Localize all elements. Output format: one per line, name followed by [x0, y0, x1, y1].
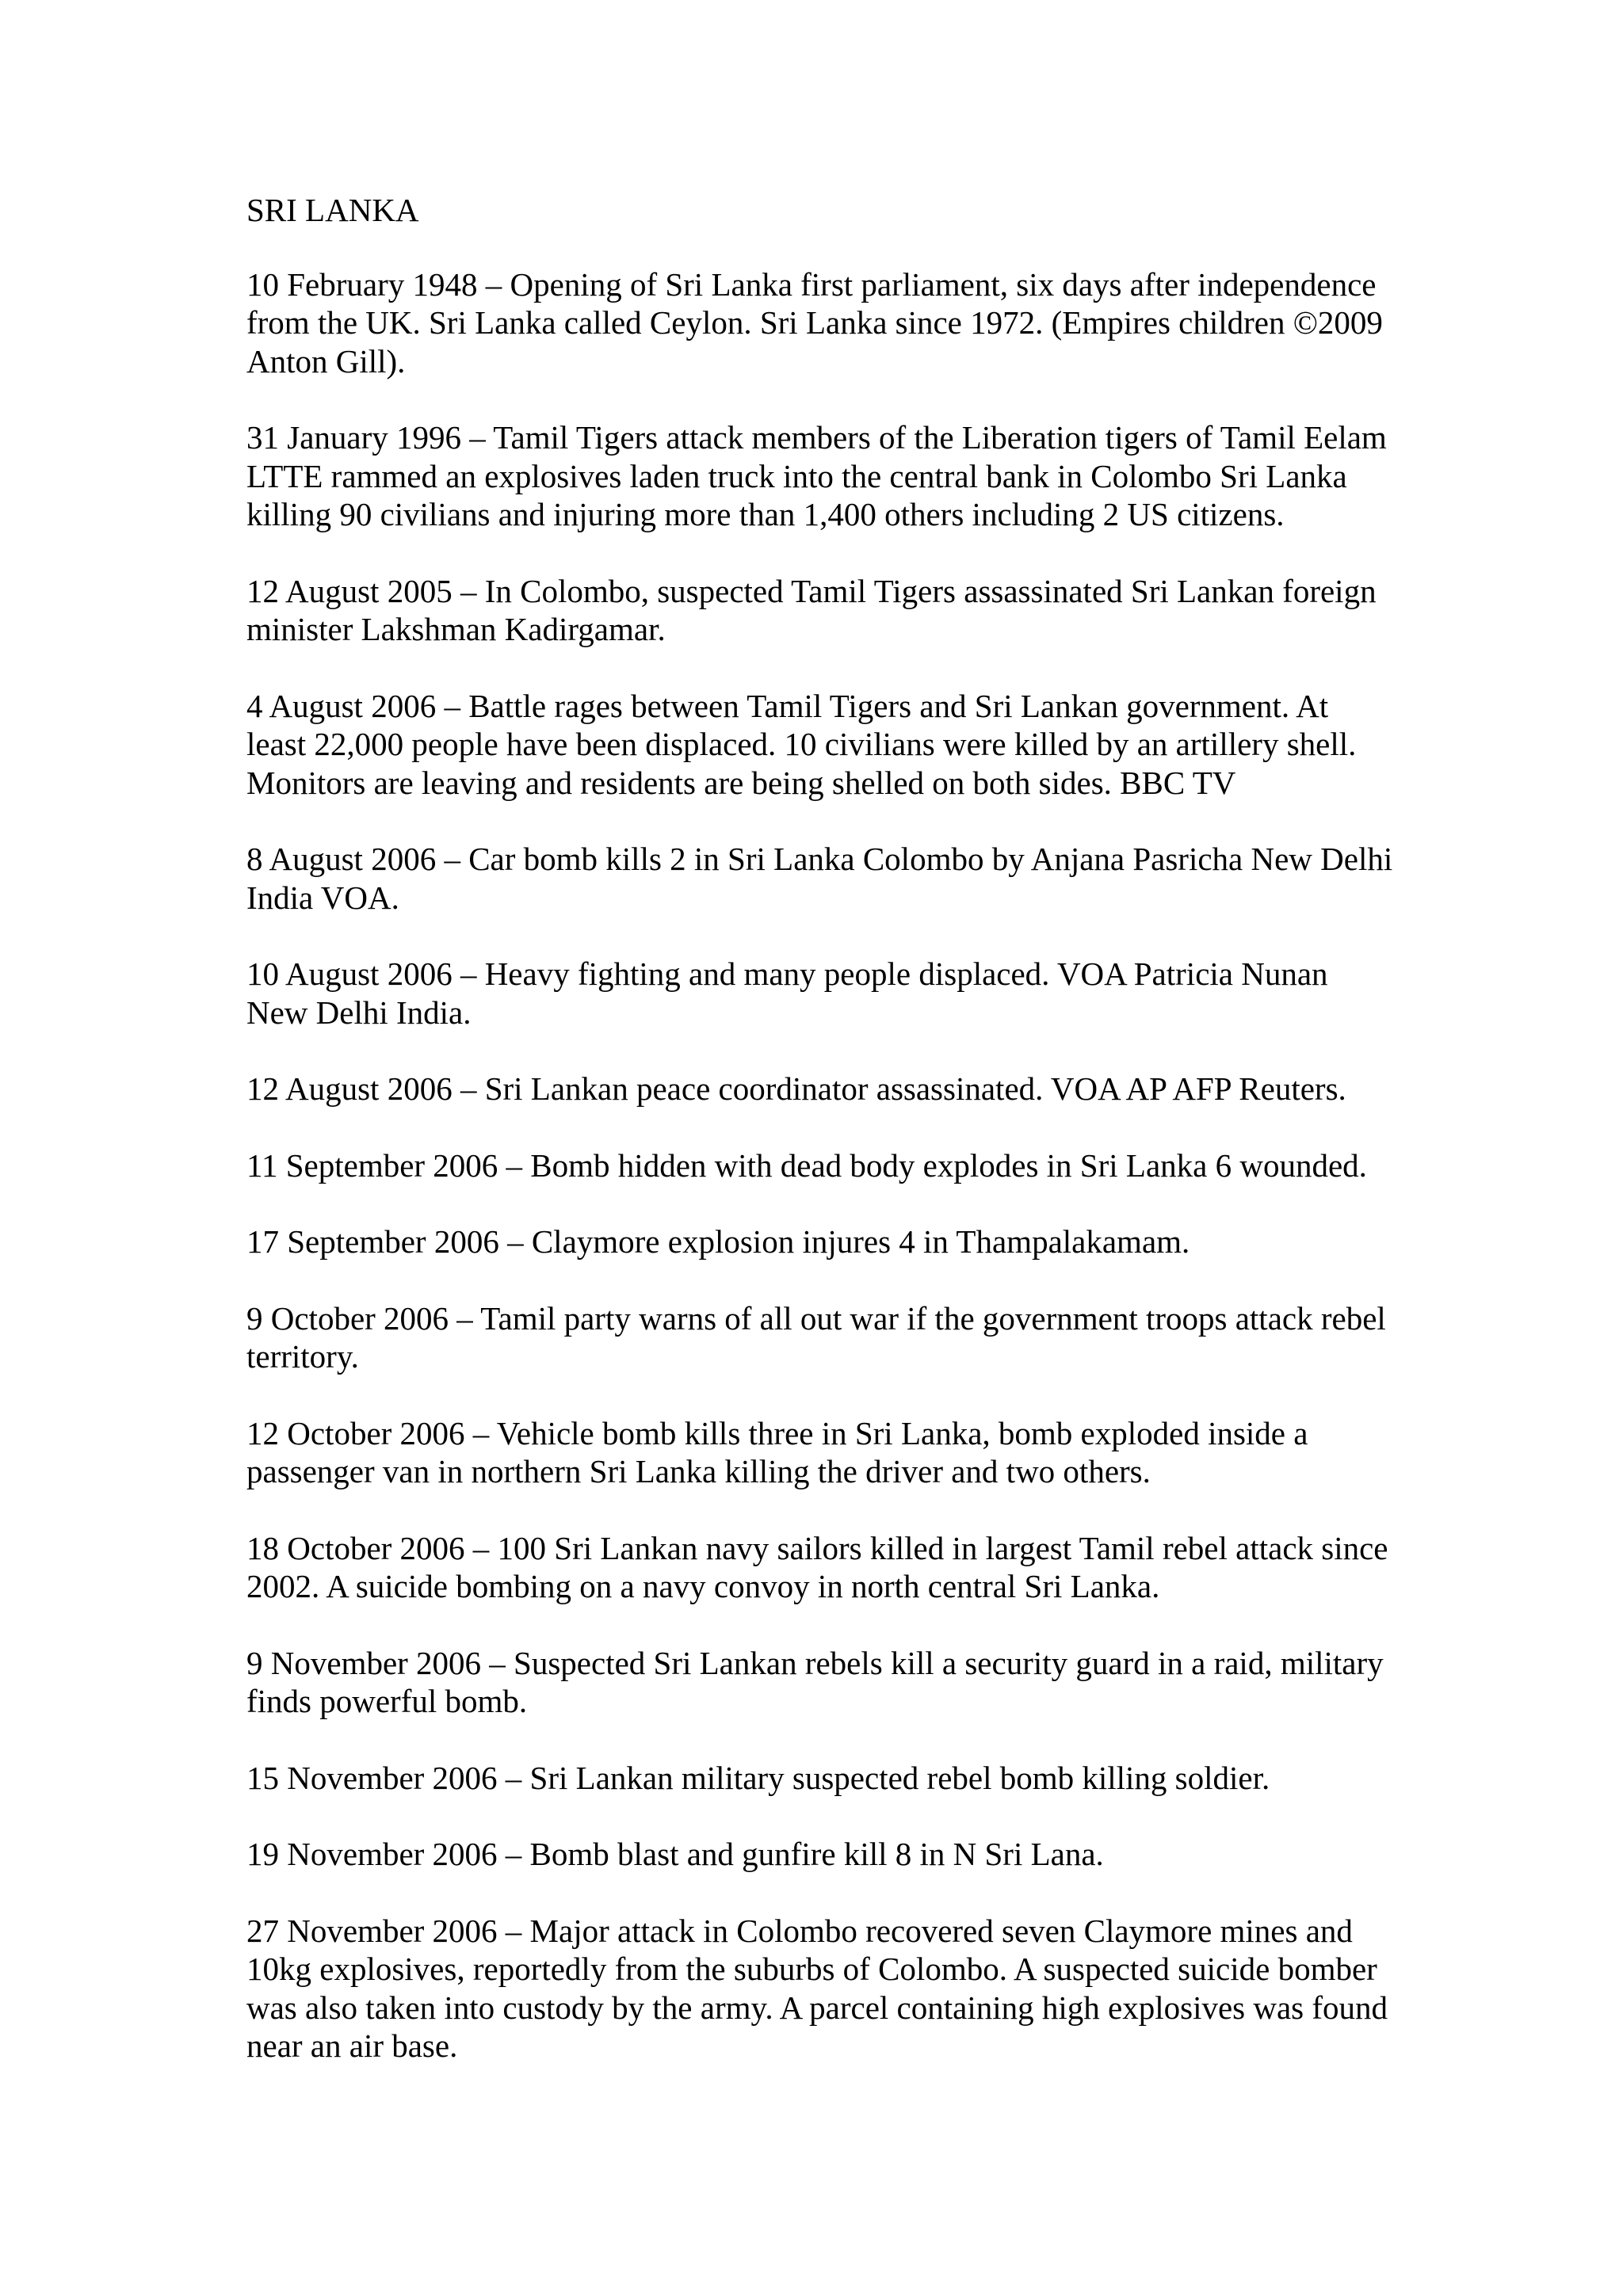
timeline-entry: 10 February 1948 – Opening of Sri Lanka first parliament, six days after independence from the UK. Sri Lanka called Ceylon. Sri Lanka since 1972. (Empires children ©2009 Anton Gill).	[246, 265, 1383, 379]
timeline-entry: 4 August 2006 – Battle rages between Tamil Tigers and Sri Lankan government. At least 22,000 people have been displaced. 10 civilians were killed by an artillery shell. Monitors are leaving and residents are being shelled on both sides. BBC TV	[246, 687, 1357, 801]
document-title: SRI LANKA	[246, 192, 419, 228]
timeline-entry: 11 September 2006 – Bomb hidden with dead body explodes in Sri Lanka 6 wounded.	[246, 1146, 1367, 1184]
timeline-entry: 12 August 2005 – In Colombo, suspected Tamil Tigers assassinated Sri Lankan foreign minister Lakshman Kadirgamar.	[246, 572, 1377, 647]
timeline-entry: 9 October 2006 – Tamil party warns of all out war if the government troops attack rebel territory.	[246, 1299, 1386, 1375]
timeline-entry: 10 August 2006 – Heavy fighting and many people displaced. VOA Patricia Nunan New Delhi India.	[246, 955, 1328, 1031]
document-page	[246, 191, 1396, 2103]
timeline-entry: 27 November 2006 – Major attack in Colombo recovered seven Claymore mines and 10kg explosives, reportedly from the suburbs of Colombo. A suspected suicide bomber was also taken into custody by the army. A parcel containing high explosives was found near an air base.	[246, 1912, 1388, 2064]
timeline-entry: 12 August 2006 – Sri Lankan peace coordinator assassinated. VOA AP AFP Reuters.	[246, 1070, 1346, 1107]
timeline-entry: 15 November 2006 – Sri Lankan military suspected rebel bomb killing soldier.	[246, 1759, 1270, 1796]
timeline-entry: 18 October 2006 – 100 Sri Lankan navy sailors killed in largest Tamil rebel attack since 2002. A suicide bombing on a navy convoy in north central Sri Lanka.	[246, 1529, 1388, 1604]
timeline-entry: 31 January 1996 – Tamil Tigers attack members of the Liberation tigers of Tamil Eelam LTTE rammed an explosives laden truck into the central bank in Colombo Sri Lanka killing 90 civilians and injuring more than 1,400 others including 2 US citizens.	[246, 419, 1387, 532]
timeline-entry: 12 October 2006 – Vehicle bomb kills three in Sri Lanka, bomb exploded inside a passenger van in northern Sri Lanka killing the driver and two others.	[246, 1414, 1308, 1489]
timeline-entry: 8 August 2006 – Car bomb kills 2 in Sri Lanka Colombo by Anjana Pasricha New Delhi India VOA.	[246, 841, 1393, 916]
timeline-entry: 19 November 2006 – Bomb blast and gunfire kill 8 in N Sri Lana.	[246, 1836, 1104, 1872]
timeline-entry: 9 November 2006 – Suspected Sri Lankan rebels kill a security guard in a raid, military finds powerful bomb.	[246, 1644, 1384, 1719]
timeline-entry: 17 September 2006 – Claymore explosion injures 4 in Thampalakamam.	[246, 1223, 1190, 1260]
